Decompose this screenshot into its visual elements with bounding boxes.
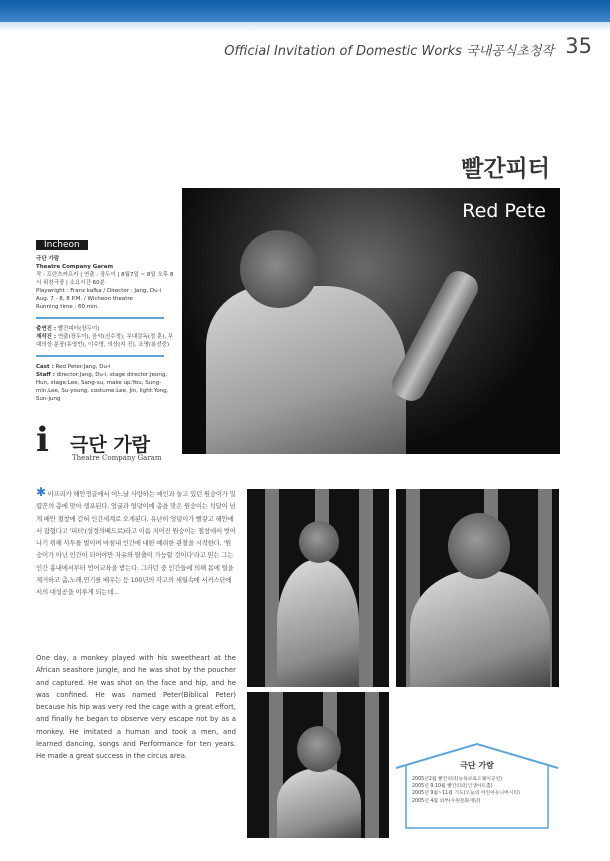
- city-tag: Incheon: [36, 240, 88, 250]
- cast-english: Cast : Red Peter:Jang, Du-i: [36, 364, 111, 370]
- play-title-korean: 빨간피터: [461, 156, 550, 182]
- scene-photo-bottom: [247, 692, 389, 838]
- flower-icon: ✱: [36, 485, 46, 499]
- history-item: 2005년 4월 외부(수원문화재단): [412, 798, 481, 804]
- performer-costume: [206, 286, 406, 454]
- scene-photo-right: [396, 489, 559, 687]
- production-info: [36, 240, 176, 403]
- history-list: [412, 776, 552, 805]
- date-line: Aug. 7 - 8, 8 P.M. / Wicheon theatre: [36, 296, 133, 302]
- history-title: 극단 가람: [460, 761, 494, 770]
- play-title-english: Red Pete: [462, 200, 546, 222]
- logo-name-english: Theatre Company Garam: [72, 454, 162, 462]
- logo-name-korean: 극단 가람: [70, 434, 151, 456]
- cast-korean: 출연진 : 빨간피터(장두이): [36, 326, 100, 332]
- playwright-line: Playwright : Franz kafka / Director : Jang, Du-i: [36, 288, 162, 294]
- page-header-title: Official Invitation of Domestic Works 국내공식초청작: [224, 44, 554, 59]
- performer-face: [240, 230, 318, 308]
- divider: [36, 317, 164, 319]
- horn-prop: [387, 266, 483, 406]
- history-item: 2005년 9월~11월 기도(오늘의 어린이유니버시티): [412, 791, 520, 797]
- history-item: 2005년 9,10월 빨간피터(인생아트홀): [412, 784, 493, 790]
- credits-korean: 작 : 프란츠카프카 | 연출 : 장두이 | 8월7일 ~ 8일 오후 8시 위천극장 | 소요시간 60분: [36, 272, 174, 286]
- company-name-english: Theatre Company Garam: [36, 264, 114, 270]
- scene-photo-left: [247, 489, 389, 687]
- logo-mark: i: [36, 420, 49, 460]
- running-time: Running time : 60 min.: [36, 304, 99, 310]
- synopsis-english: One day, a monkey played with his sweetheart at the African seashore jungle, and he was shot by the poucher and captured. He was shot on the face and hip, and he was confined. He was named Peter(Biblical Peter) because his hip was very red the cage with a great effort, and finally he began to observe very escape not by as a monkey. He imitated a human and took a men, and learned dancing, songs and Performance for ten years. He made a great success in the circus area.: [36, 654, 236, 761]
- staff-korean: 제작진 : 연출(장두이), 음악(신수정), 무대감독(정 훈), 무대의상·분장(유영빈), 이수영, 의상(지 진), 조명(용선중): [36, 334, 174, 348]
- top-color-band: [0, 0, 610, 22]
- company-history-box: [392, 742, 562, 830]
- company-logo: [36, 420, 186, 470]
- top-band-fade: [0, 22, 610, 32]
- staff-english: Staff : director:Jang, Du-i, stage director:Jeong, Hun, stage:Lee, Sang-su, make up:You, Sung-min,Lee, Su-young, costume:Lee, Jin, light:Yong, Sun-jung: [36, 372, 169, 402]
- synopsis-korean: ✱ 아프리카 해안정글에서 어느날 사랑하는 애인과 놀고 있던 원숭이가 밀렵꾼의 총에 맞아 생포된다. 얼굴과 엉덩이에 총을 맞은 원숭이는 석달이 넘게 배안 철창에 갇혀 인간세계로 오게된다. 유난히 엉덩이가 빨갛고 해안에서 잡혔다고 '피터'(성경의베드로)라고 이름 지어진 원숭이는 철창에서 벗어나기 위해 사투를 벌이며 마침내 인간에 대한 예리한 관찰을 시작한다. '원숭이가 아닌 인간이 되어야만 자유와 탈출이 가능할 것이다'라고 믿는 그는 인간 흉내에서부터 언어교육을 받는다. 그러던 중 인간들에 의해 몸에 털을 제거하고 춤,노래,연기를 배우는 등 100년의 각고의 세월속에 서커스단에서의 대성공을 이루게 되는데...: [36, 485, 236, 597]
- main-performance-photo: [182, 188, 560, 454]
- page-number: 35: [565, 34, 592, 58]
- divider: [36, 355, 164, 357]
- company-name-korean: 극단 가람: [36, 256, 60, 262]
- history-item: 2005년2월 빨간피터(뉴욕브로드웨이공연): [412, 777, 503, 782]
